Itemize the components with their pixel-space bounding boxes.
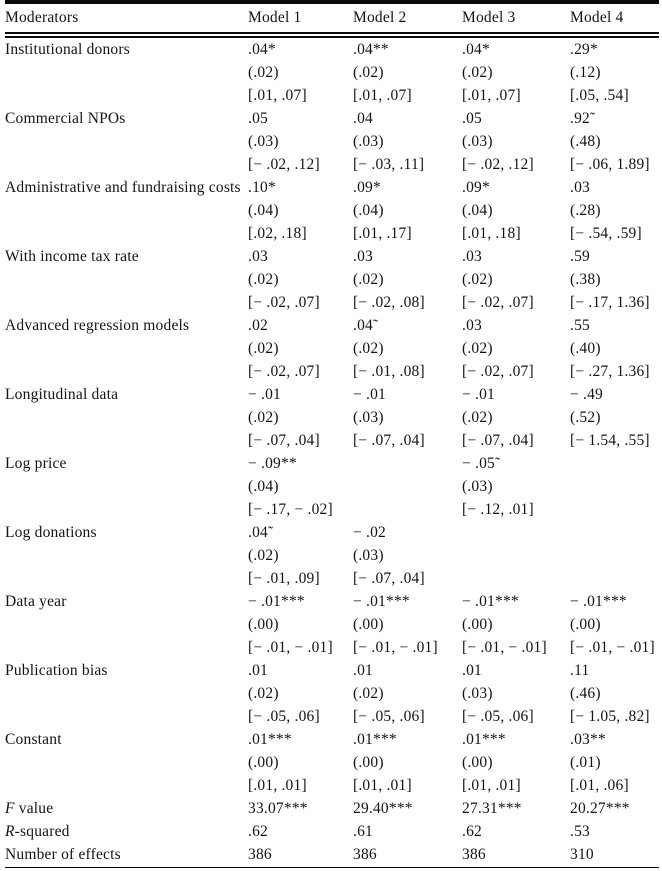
cell-ci: [− .02, .07] <box>248 363 320 380</box>
cell-coef: .03** <box>570 731 606 748</box>
stat-label-italic: R <box>5 823 15 840</box>
cell-ci: [.01, .07] <box>248 87 307 104</box>
table-row <box>5 268 659 291</box>
cell-se: (.03) <box>248 133 279 150</box>
cell-ci: [− .17, − .02] <box>248 501 333 518</box>
stat-label-rest: value <box>14 800 54 817</box>
cell-ci: [− .01, .08] <box>353 363 425 380</box>
cell-se: (.02) <box>248 340 279 357</box>
cell-se: (.00) <box>353 616 384 633</box>
moderator-label: With income tax rate <box>5 248 139 265</box>
cell-ci: [.01, .01] <box>462 777 521 794</box>
cell-ci: [− .05, .06] <box>462 708 534 725</box>
cell-coef: − .09** <box>248 455 297 472</box>
cell-coef: .09* <box>462 179 490 196</box>
cell-se: (.02) <box>353 271 384 288</box>
moderator-label <box>5 751 248 774</box>
cell-ci: [− .02, .07] <box>462 363 534 380</box>
cell-ci: [− .02, .12] <box>462 156 534 173</box>
cell-se: (.48) <box>570 133 601 150</box>
cell-ci: [− 1.54, .55] <box>570 432 650 449</box>
cell-coef: .11 <box>570 662 590 679</box>
moderator-label <box>5 61 248 84</box>
table-row <box>5 705 659 728</box>
stat-label-italic: F <box>5 800 15 817</box>
cell-coef: − .01*** <box>570 593 627 610</box>
cell-ci: [− .02, .07] <box>462 294 534 311</box>
moderator-label: Commercial NPOs <box>5 110 126 127</box>
cell-se: (.40) <box>570 340 601 357</box>
cell-coef: .04˜ <box>353 317 379 334</box>
cell-se: (.03) <box>353 133 384 150</box>
moderator-label: Log price <box>5 455 67 472</box>
cell-coef: .04* <box>462 41 490 58</box>
cell-coef: .01 <box>353 662 373 679</box>
stat-label-rest: Number of effects <box>5 846 121 863</box>
cell-se: (.00) <box>248 616 279 633</box>
cell-coef: .03 <box>462 248 482 265</box>
cell-ci: [− .07, .04] <box>462 432 534 449</box>
table-row <box>5 84 659 107</box>
cell-ci: [− .07, .04] <box>248 432 320 449</box>
moderator-label: Constant <box>5 731 62 748</box>
moderator-label <box>5 498 248 521</box>
cell-ci <box>462 567 570 590</box>
cell-se: (.03) <box>353 547 384 564</box>
cell-stat: 386 <box>248 846 272 863</box>
table-row <box>5 590 659 613</box>
cell-stat: .62 <box>462 823 482 840</box>
cell-se: (.02) <box>462 271 493 288</box>
table-row <box>5 406 659 429</box>
cell-se: (.02) <box>462 340 493 357</box>
cell-coef: − .49 <box>570 386 603 403</box>
table-row <box>5 314 659 337</box>
stat-label <box>5 843 248 866</box>
moderator-label <box>5 613 248 636</box>
cell-ci: [− .01, − .01] <box>353 639 438 656</box>
cell-se: (.02) <box>353 685 384 702</box>
cell-ci: [.01, .01] <box>353 777 412 794</box>
cell-coef: .04** <box>353 41 389 58</box>
moderator-label: Institutional donors <box>5 41 130 58</box>
cell-se: (.03) <box>462 478 493 495</box>
cell-coef: .03 <box>570 179 590 196</box>
cell-ci: [− .03, .11] <box>353 156 425 173</box>
moderator-label <box>5 475 248 498</box>
table-row <box>5 613 659 636</box>
cell-coef: .55 <box>570 317 590 334</box>
cell-se: (.02) <box>462 409 493 426</box>
cell-ci <box>570 498 659 521</box>
table-row <box>5 107 659 130</box>
cell-ci: [− .01, − .01] <box>462 639 547 656</box>
cell-coef: .03 <box>248 248 268 265</box>
cell-coef: .09* <box>353 179 381 196</box>
moderator-label: Longitudinal data <box>5 386 119 403</box>
moderator-label <box>5 705 248 728</box>
cell-coef: .01 <box>248 662 268 679</box>
cell-coef: − .01*** <box>462 593 519 610</box>
table-header <box>5 4 659 32</box>
cell-coef: .05 <box>462 110 482 127</box>
table-row <box>5 176 659 199</box>
cell-coef: .04* <box>248 41 276 58</box>
cell-se: (.12) <box>570 64 601 81</box>
table-row <box>5 199 659 222</box>
table-body <box>5 38 659 866</box>
table-row <box>5 728 659 751</box>
table-row <box>5 291 659 314</box>
cell-stat: .62 <box>248 823 268 840</box>
table-row <box>5 245 659 268</box>
cell-se: (.01) <box>570 754 601 771</box>
cell-se: (.38) <box>570 271 601 288</box>
table-row <box>5 544 659 567</box>
moderator-label: Log donations <box>5 524 97 541</box>
moderator-label: Advanced regression models <box>5 317 190 334</box>
cell-ci: [− .07, .04] <box>353 570 425 587</box>
table-row <box>5 659 659 682</box>
cell-coef: .04˜ <box>248 524 274 541</box>
stat-label-rest: -squared <box>14 823 70 840</box>
cell-ci: [− .02, .08] <box>353 294 425 311</box>
cell-coef: .01*** <box>462 731 506 748</box>
cell-stat: .53 <box>570 823 590 840</box>
moderator-label <box>5 429 248 452</box>
cell-coef: − .01*** <box>248 593 305 610</box>
moderator-label <box>5 153 248 176</box>
table-row <box>5 383 659 406</box>
cell-ci: [− .12, .01] <box>462 501 534 518</box>
table-row <box>5 521 659 544</box>
table-row <box>5 475 659 498</box>
cell-stat: 29.40*** <box>353 800 413 817</box>
moderator-label <box>5 199 248 222</box>
stat-label <box>5 820 248 843</box>
moderator-label <box>5 682 248 705</box>
cell-se: (.28) <box>570 202 601 219</box>
cell-ci: [.02, .18] <box>248 225 307 242</box>
cell-ci: [.01, .06] <box>570 777 629 794</box>
cell-ci <box>353 498 462 521</box>
cell-coef: .04 <box>353 110 373 127</box>
cell-coef: .01*** <box>248 731 292 748</box>
cell-coef: − .01*** <box>353 593 410 610</box>
cell-coef: − .05˜ <box>462 455 501 472</box>
cell-coef: − .01 <box>462 386 495 403</box>
cell-coef: .02 <box>248 317 268 334</box>
moderator-label: Administrative and fundraising costs <box>5 179 241 196</box>
table-row <box>5 774 659 797</box>
cell-se: (.03) <box>353 409 384 426</box>
cell-ci: [− .27, 1.36] <box>570 363 650 380</box>
cell-se: (.02) <box>248 685 279 702</box>
table-row <box>5 222 659 245</box>
cell-coef: .05 <box>248 110 268 127</box>
cell-se <box>462 544 570 567</box>
table-row <box>5 797 659 820</box>
cell-se: (.02) <box>248 64 279 81</box>
cell-se: (.02) <box>248 547 279 564</box>
cell-stat: 27.31*** <box>462 800 522 817</box>
cell-coef <box>570 521 659 544</box>
cell-stat: 386 <box>353 846 377 863</box>
moderator-label <box>5 337 248 360</box>
cell-se: (.03) <box>462 133 493 150</box>
cell-se: (.00) <box>462 616 493 633</box>
table-row <box>5 843 659 866</box>
cell-se: (.02) <box>353 340 384 357</box>
cell-se: (.03) <box>462 685 493 702</box>
moderator-label <box>5 636 248 659</box>
column-header-moderators: Moderators <box>5 9 79 26</box>
cell-ci: [.05, .54] <box>570 87 629 104</box>
table-bottom-rule <box>5 867 659 871</box>
cell-se: (.00) <box>462 754 493 771</box>
table-row <box>5 337 659 360</box>
cell-se: (.04) <box>462 202 493 219</box>
table-row <box>5 38 659 61</box>
column-header-model-2: Model 2 <box>353 9 407 26</box>
cell-ci <box>570 567 659 590</box>
cell-se <box>570 475 659 498</box>
cell-coef: .10* <box>248 179 276 196</box>
cell-coef: .03 <box>462 317 482 334</box>
cell-se: (.52) <box>570 409 601 426</box>
cell-se: (.04) <box>248 202 279 219</box>
cell-se: (.02) <box>353 64 384 81</box>
cell-stat: 33.07*** <box>248 800 308 817</box>
cell-coef: .59 <box>570 248 590 265</box>
moderator-label <box>5 544 248 567</box>
table-row <box>5 429 659 452</box>
table-row <box>5 153 659 176</box>
cell-se: (.04) <box>353 202 384 219</box>
moderator-label <box>5 222 248 245</box>
moderator-label <box>5 406 248 429</box>
cell-coef: − .02 <box>353 524 386 541</box>
cell-coef: .29* <box>570 41 598 58</box>
table-row <box>5 682 659 705</box>
cell-se: (.02) <box>248 271 279 288</box>
cell-stat: 310 <box>570 846 594 863</box>
stat-label <box>5 797 248 820</box>
column-header-model-1: Model 1 <box>248 9 302 26</box>
moderator-label <box>5 268 248 291</box>
cell-stat: .61 <box>353 823 373 840</box>
table-row <box>5 820 659 843</box>
column-header-model-3: Model 3 <box>462 9 516 26</box>
cell-coef <box>353 452 462 475</box>
moderator-label: Publication bias <box>5 662 108 679</box>
cell-ci: [− .01, .09] <box>248 570 320 587</box>
cell-ci: [− .02, .07] <box>248 294 320 311</box>
cell-se <box>570 544 659 567</box>
cell-se: (.04) <box>248 478 279 495</box>
cell-ci: [− .05, .06] <box>248 708 320 725</box>
cell-coef <box>570 452 659 475</box>
moderator-label <box>5 774 248 797</box>
table-row <box>5 360 659 383</box>
table-row <box>5 130 659 153</box>
table-row <box>5 61 659 84</box>
cell-ci: [− .01, − .01] <box>570 639 655 656</box>
cell-coef: .01*** <box>353 731 397 748</box>
cell-ci: [.01, .07] <box>353 87 412 104</box>
moderator-label <box>5 130 248 153</box>
moderator-label <box>5 360 248 383</box>
cell-se: (.00) <box>248 754 279 771</box>
table-row <box>5 751 659 774</box>
cell-ci: [− .02, .12] <box>248 156 320 173</box>
cell-se: (.02) <box>248 409 279 426</box>
table-row <box>5 636 659 659</box>
cell-coef: − .01 <box>248 386 281 403</box>
table-row <box>5 567 659 590</box>
cell-se <box>353 475 462 498</box>
cell-ci: [− .17, 1.36] <box>570 294 650 311</box>
moderator-label <box>5 567 248 590</box>
cell-se: (.02) <box>462 64 493 81</box>
cell-ci: [− .54, .59] <box>570 225 642 242</box>
cell-ci: [− .05, .06] <box>353 708 425 725</box>
cell-coef: .03 <box>353 248 373 265</box>
cell-stat: 386 <box>462 846 486 863</box>
cell-coef <box>462 521 570 544</box>
moderator-label <box>5 84 248 107</box>
cell-ci: [.01, .17] <box>353 225 412 242</box>
moderator-label: Data year <box>5 593 67 610</box>
cell-se: (.00) <box>353 754 384 771</box>
table-row <box>5 452 659 475</box>
table-row <box>5 498 659 521</box>
cell-se: (.46) <box>570 685 601 702</box>
cell-ci: [.01, .07] <box>462 87 521 104</box>
cell-ci: [− .06, 1.89] <box>570 156 650 173</box>
cell-coef: .01 <box>462 662 482 679</box>
cell-coef: − .01 <box>353 386 386 403</box>
cell-stat: 20.27*** <box>570 800 630 817</box>
cell-ci: [− 1.05, .82] <box>570 708 650 725</box>
cell-ci: [− .01, − .01] <box>248 639 333 656</box>
cell-ci: [.01, .18] <box>462 225 521 242</box>
cell-se: (.00) <box>570 616 601 633</box>
cell-ci: [.01, .01] <box>248 777 307 794</box>
cell-ci: [− .07, .04] <box>353 432 425 449</box>
moderator-label <box>5 291 248 314</box>
column-header-model-4: Model 4 <box>570 9 624 26</box>
cell-coef: .92˜ <box>570 110 596 127</box>
